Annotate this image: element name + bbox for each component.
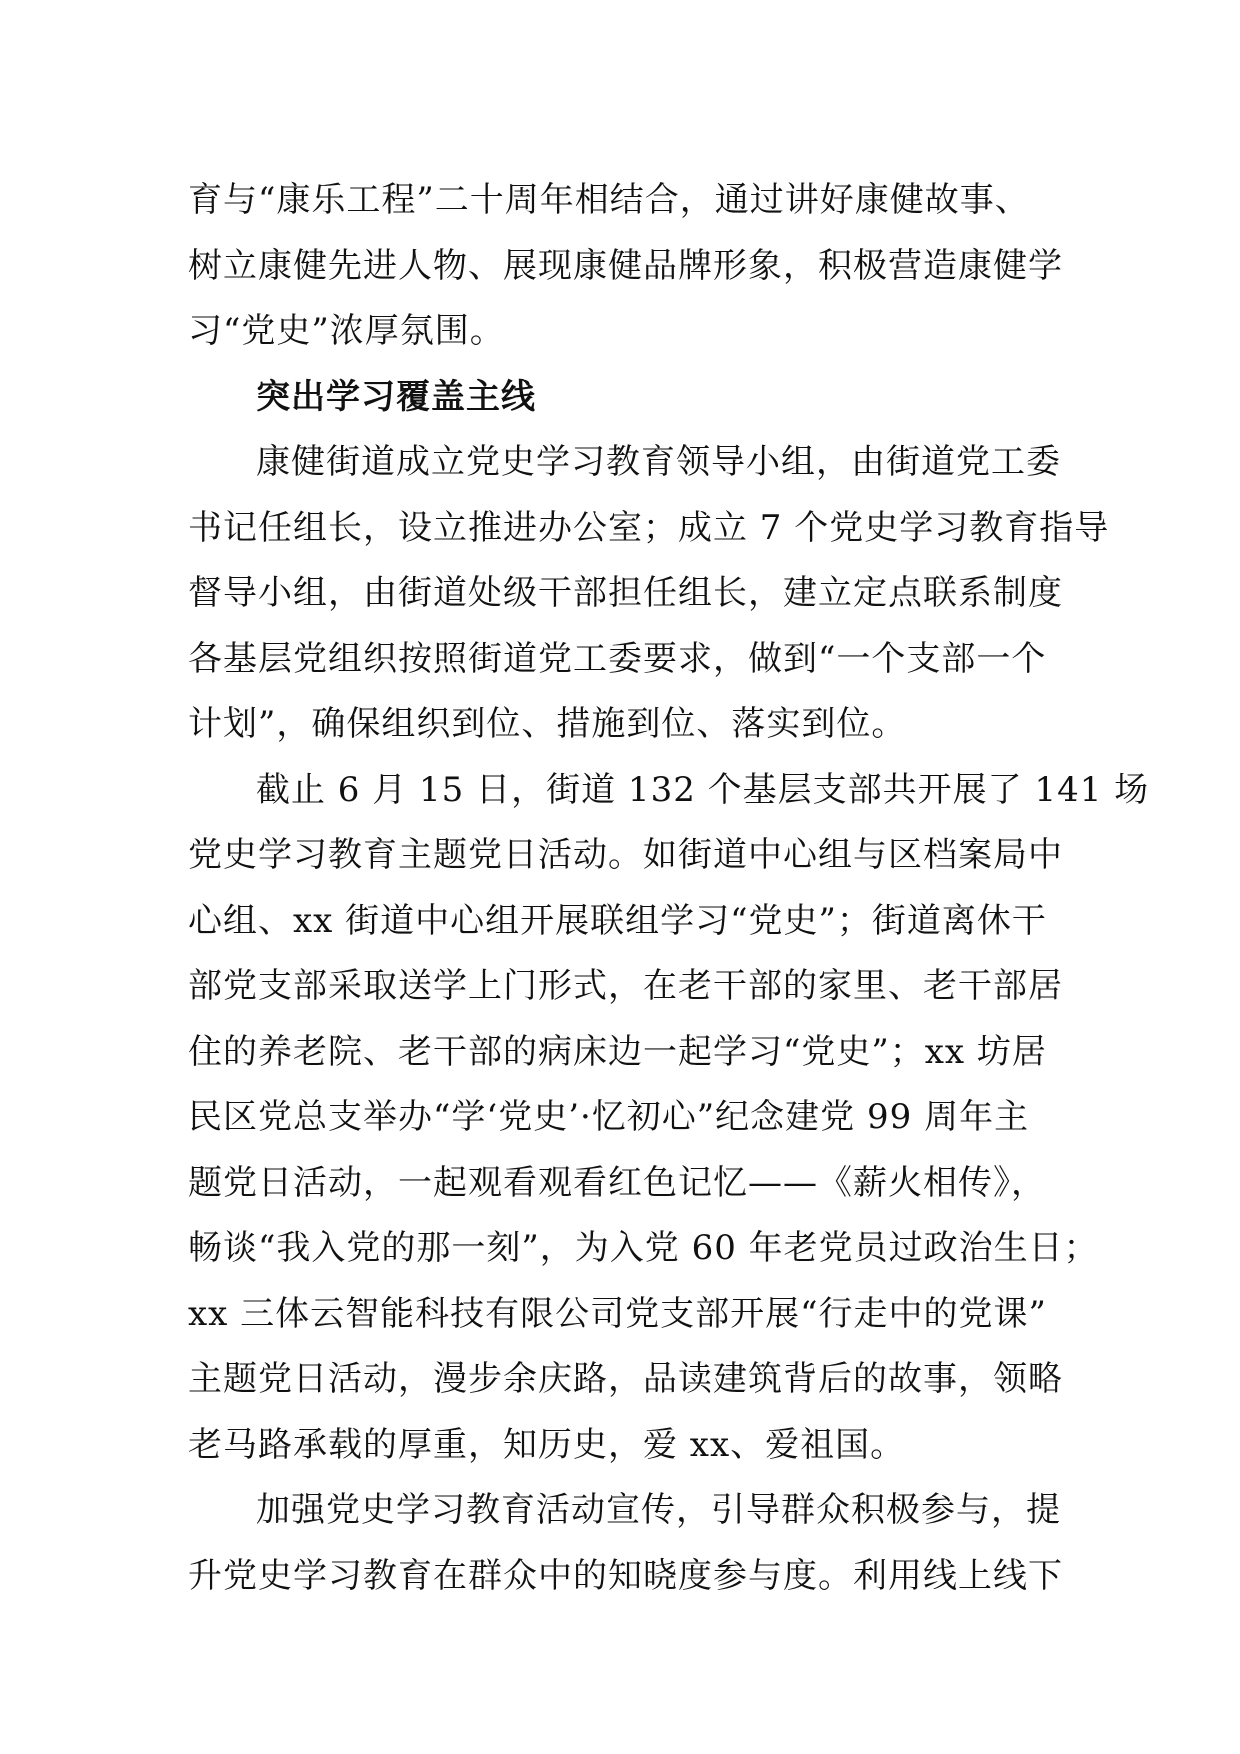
text-line: 心组、xx 街道中心组开展联组学习“党史”；街道离休干 [188,900,1047,941]
text-line: 习“党史”浓厚氛围。 [188,311,505,351]
text-line: xx 三体云智能科技有限公司党支部开展“行走中的党课” [188,1293,1047,1334]
paragraph [188,430,1110,758]
text-line: 督导小组，由街道处级干部担任组长，建立定点联系制度 [188,573,1063,613]
text-line: 主题党日活动，漫步余庆路，品读建筑背后的故事，领略 [188,1359,1063,1399]
text-line: 住的养老院、老干部的病床边一起学习“党史”；xx 坊居 [188,1031,1047,1072]
text-line: 畅谈“我入党的那一刻”，为入党 60 年老党员过政治生日； [188,1228,1099,1268]
text-line: 加强党史学习教育活动宣传，引导群众积极参与，提 [256,1490,1061,1530]
text-line: 党史学习教育主题党日活动。如街道中心组与区档案局中 [188,835,1063,875]
text-line: 民区党总支举办“学‘党史’·忆初心”纪念建党 99 周年主 [188,1097,1030,1137]
text-line: 截止 6 月 15 日，街道 132 个基层支部共开展了 141 场 [256,769,1150,810]
text-line: 康健街道成立党史学习教育领导小组，由街道党工委 [256,442,1061,482]
text-line: 题党日活动，一起观看观看红色记忆——《薪火相传》， [188,1162,1046,1203]
text-line: 树立康健先进人物、展现康健品牌形象，积极营造康健学 [188,245,1063,286]
text-line: 各基层党组织按照街道党工委要求，做到“一个支部一个 [188,638,1047,679]
text-line: 部党支部采取送学上门形式，在老干部的家里、老干部居 [188,966,1063,1006]
document-body [188,168,1150,1609]
section-heading [188,365,1068,431]
paragraph [188,758,1150,1479]
paragraph [188,1478,1068,1609]
heading-text: 突出学习覆盖主线 [256,376,536,417]
text-line: 升党史学习教育在群众中的知晓度参与度。利用线上线下 [188,1555,1063,1596]
paragraph [188,168,1068,365]
text-line: 老马路承载的厚重，知历史，爱 xx、爱祖国。 [188,1424,906,1465]
text-line: 计划”，确保组织到位、措施到位、落实到位。 [188,704,907,744]
text-line: 书记任组长，设立推进办公室；成立 7 个党史学习教育指导 [188,507,1110,548]
text-line: 育与“康乐工程”二十周年相结合，通过讲好康健故事、 [188,180,1030,220]
